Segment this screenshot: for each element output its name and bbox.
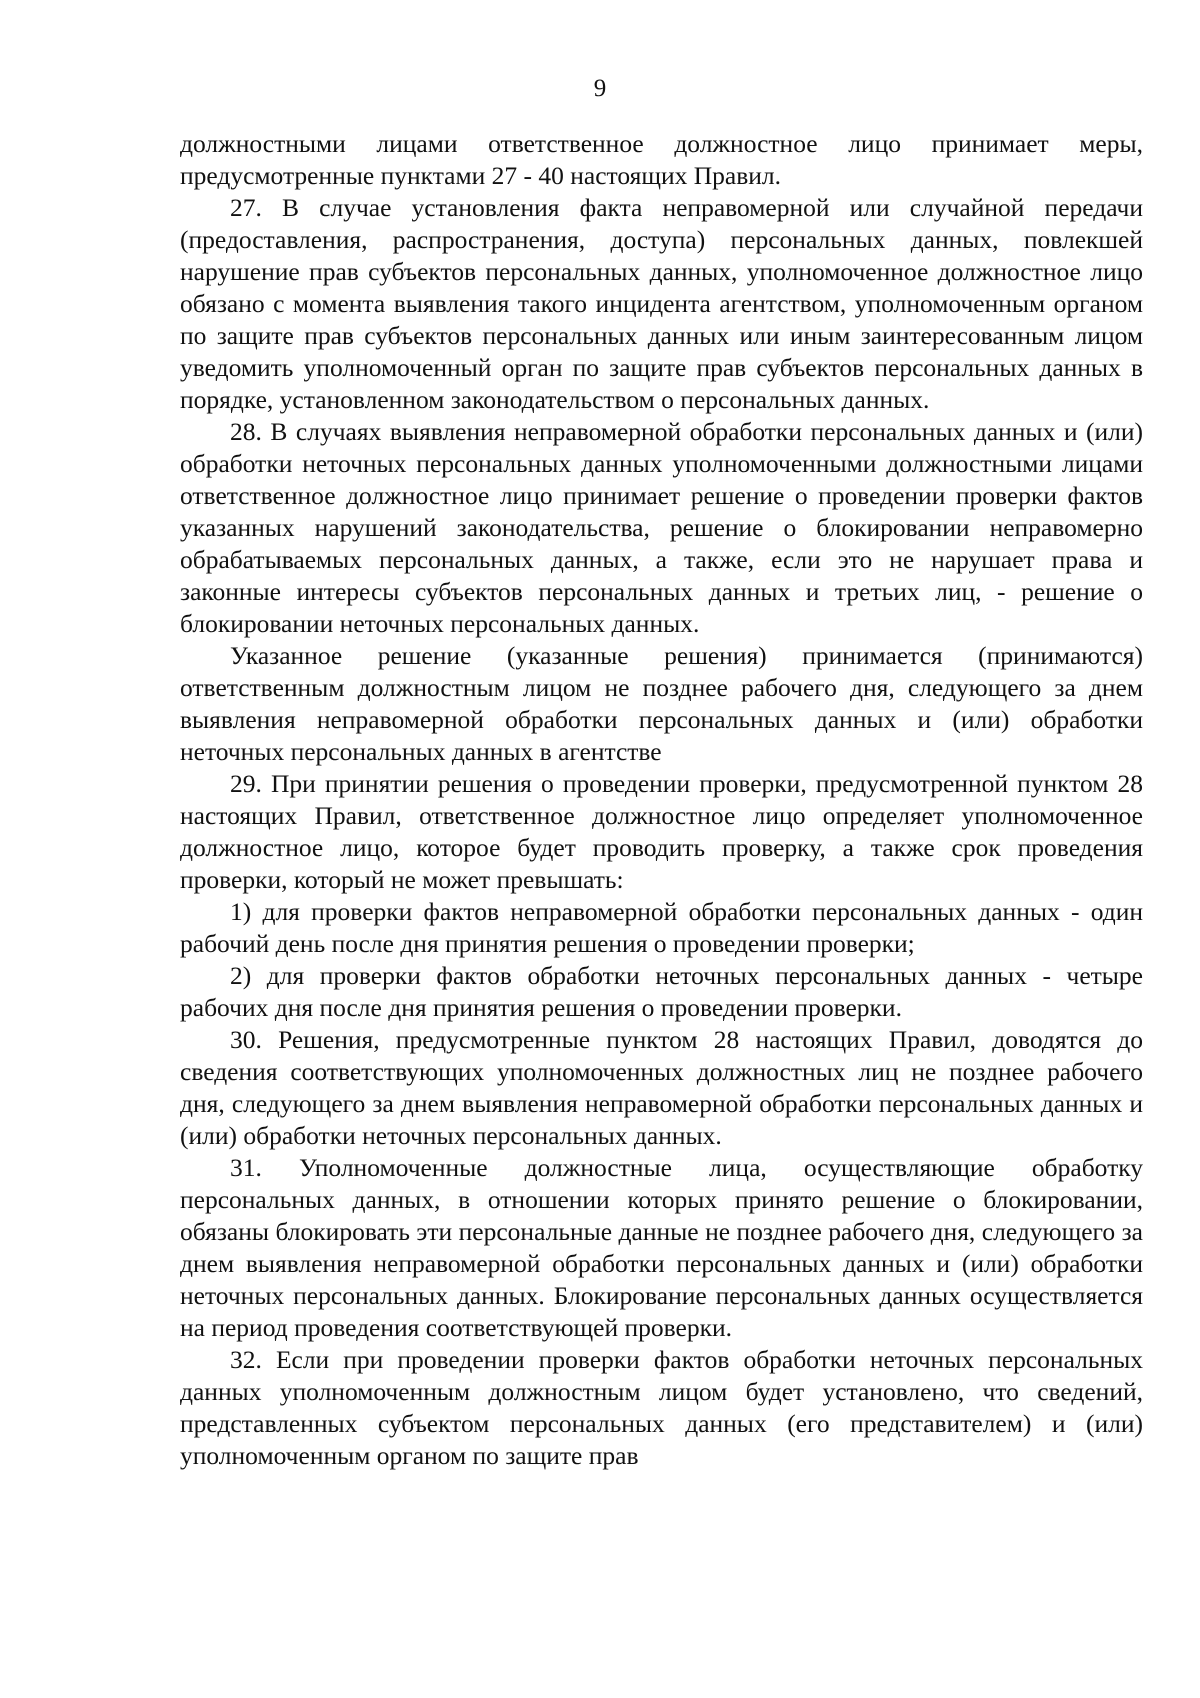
paragraph-28-decision: Указанное решение (указанные решения) принимается (принимаются) ответственным должностным лицом не позднее рабочего дня, следующего за днем выявления неправомерной обработки персональных данных и (или) обработки неточных персональных данных в агентстве — [180, 641, 1143, 766]
paragraph-29: 29. При принятии решения о проведении проверки, предусмотренной пунктом 28 настоящих Правил, ответственное должностное лицо определяет уполномоченное должностное лицо, которое будет проводить проверку, а также срок проведения проверки, который не может превышать: — [180, 769, 1143, 894]
paragraph-29-item-1: 1) для проверки фактов неправомерной обработки персональных данных - один рабочий день после дня принятия решения о проведении проверки; — [180, 897, 1143, 958]
paragraph-32: 32. Если при проведении проверки фактов обработки неточных персональных данных уполномоченным должностным лицом будет установлено, что сведений, представленных субъектом персональных данных (его представителем) и (или) уполномоченным органом по защите прав — [180, 1345, 1143, 1470]
paragraph-29-item-2: 2) для проверки фактов обработки неточных персональных данных - четыре рабочих дня после дня принятия решения о проведении проверки. — [180, 961, 1143, 1022]
paragraph-31: 31. Уполномоченные должностные лица, осуществляющие обработку персональных данных, в отношении которых принято решение о блокировании, обязаны блокировать эти персональные данные не позднее рабочего дня, следующего за днем выявления неправомерной обработки персональных данных и (или) обработки неточных персональных данных. Блокирование персональных данных осуществляется на период проведения соответствующей проверки. — [180, 1153, 1143, 1342]
paragraph-continuation: должностными лицами ответственное должностное лицо принимает меры, предусмотренные пунктами 27 - 40 настоящих Правил. — [180, 129, 1143, 190]
paragraph-30: 30. Решения, предусмотренные пунктом 28 настоящих Правил, доводятся до сведения соответствующих уполномоченных должностных лиц не позднее рабочего дня, следующего за днем выявления неправомерной обработки персональных данных и (или) обработки неточных персональных данных. — [180, 1025, 1143, 1150]
document-body — [180, 128, 1143, 1472]
page-number: 9 — [593, 75, 607, 102]
paragraph-27: 27. В случае установления факта неправомерной или случайной передачи (предоставления, распространения, доступа) персональных данных, повлекшей нарушение прав субъектов персональных данных, уполномоченное должностное лицо обязано с момента выявления такого инцидента агентством, уполномоченным органом по защите прав субъектов персональных данных или иным заинтересованным лицом уведомить уполномоченный орган по защите прав субъектов персональных данных в порядке, установленном законодательством о персональных данных. — [180, 193, 1143, 414]
paragraph-28: 28. В случаях выявления неправомерной обработки персональных данных и (или) обработки неточных персональных данных уполномоченными должностными лицами ответственное должностное лицо принимает решение о проведении проверки фактов указанных нарушений законодательства, решение о блокировании неправомерно обрабатываемых персональных данных, а также, если это не нарушает права и законные интересы субъектов персональных данных и третьих лиц, - решение о блокировании неточных персональных данных. — [180, 417, 1143, 638]
